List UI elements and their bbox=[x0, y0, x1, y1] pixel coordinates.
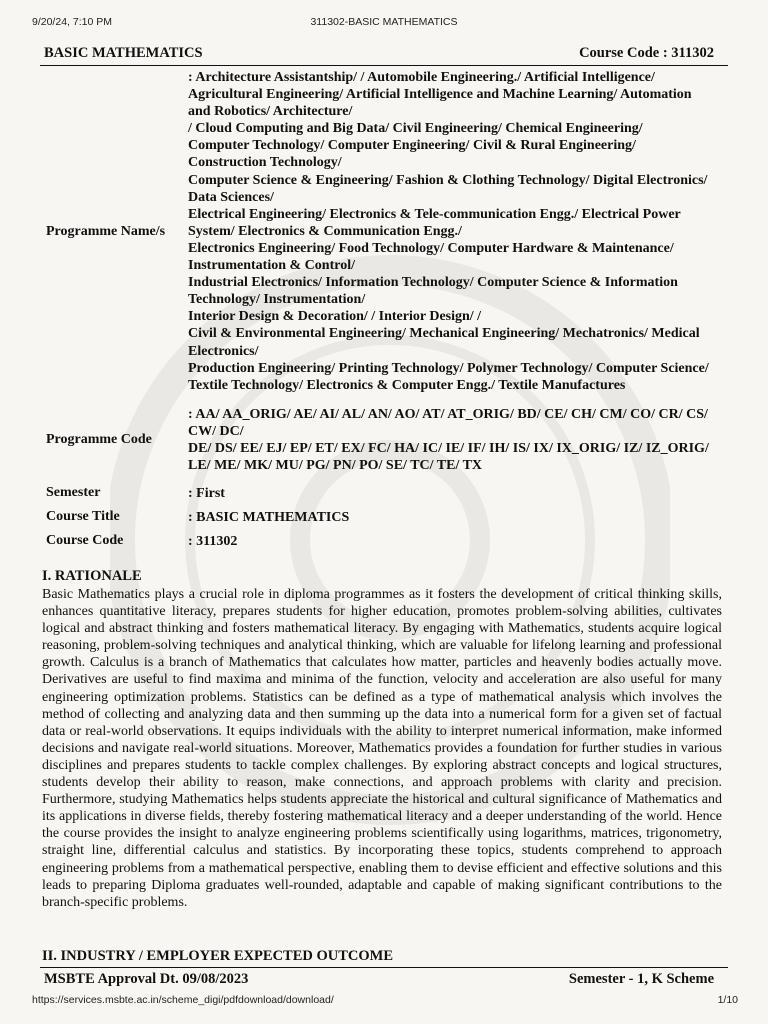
programme-name-line: Civil & Environmental Engineering/ Mechanical Engineering/ Mechatronics/ Medical bbox=[188, 326, 700, 342]
course-code-row bbox=[40, 529, 730, 553]
programme-name-line: Industrial Electronics/ Information Technology/ Computer Science & Information bbox=[188, 275, 678, 291]
programme-code-line: LE/ ME/ MK/ MU/ PG/ PN/ PO/ SE/ TC/ TE/ TX bbox=[188, 458, 483, 474]
course-code-header: Course Code : 311302 bbox=[579, 45, 714, 61]
print-footer bbox=[0, 994, 768, 1010]
programme-name-line: Agricultural Engineering/ Artificial Intelligence and Machine Learning/ Automation bbox=[188, 87, 692, 103]
programme-name-line: Data Sciences/ bbox=[188, 189, 274, 205]
print-url: https://services.msbte.ac.in/scheme_digi/pdfdownload/download/ bbox=[32, 994, 334, 1006]
semester-row bbox=[40, 481, 730, 505]
programme-name-line: Instrumentation & Control/ bbox=[188, 258, 355, 274]
print-header bbox=[0, 16, 768, 32]
programme-code-label: Programme Code bbox=[46, 431, 152, 447]
course-title-label: Course Title bbox=[46, 509, 120, 525]
programme-code-line: DE/ DS/ EE/ EJ/ EP/ ET/ EX/ FC/ HA/ IC/ IE/ IF/ IH/ IS/ IX/ IX_ORIG/ IZ/ IZ_ORIG/ bbox=[188, 440, 709, 456]
programme-name-line: Technology/ Instrumentation/ bbox=[188, 292, 366, 308]
semester-value: : First bbox=[188, 485, 225, 501]
programme-name-line: Computer Technology/ Computer Engineering/ Civil & Rural Engineering/ bbox=[188, 138, 636, 154]
programme-code-line: : AA/ AA_ORIG/ AE/ AI/ AL/ AN/ AO/ AT/ AT_ORIG/ BD/ CE/ CH/ CM/ CO/ CR/ CS/ bbox=[188, 406, 708, 422]
course-title-row bbox=[40, 505, 730, 529]
approval-date: MSBTE Approval Dt. 09/08/2023 bbox=[44, 971, 249, 987]
programme-names-value bbox=[188, 66, 730, 399]
programme-code-value bbox=[188, 399, 730, 481]
semester-label: Semester bbox=[46, 485, 101, 501]
programme-name-line: : Architecture Assistantship/ / Automobile Engineering./ Artificial Intelligence/ bbox=[188, 70, 655, 85]
programme-name-line: Electronics/ bbox=[188, 343, 259, 359]
programme-name-line: / Cloud Computing and Big Data/ Civil Engineering/ Chemical Engineering/ bbox=[188, 121, 643, 137]
programme-code-row bbox=[40, 399, 730, 481]
course-info-table bbox=[40, 66, 730, 553]
programme-name-line: Electronics Engineering/ Food Technology/ Computer Hardware & Maintenance/ bbox=[188, 240, 674, 256]
programme-code-line: CW/ DC/ bbox=[188, 423, 244, 439]
page-number: 1/10 bbox=[717, 994, 738, 1006]
print-datetime: 9/20/24, 7:10 PM bbox=[32, 16, 112, 28]
programme-name-line: Interior Design & Decoration/ / Interior Design/ / bbox=[188, 309, 482, 325]
document-header bbox=[40, 45, 728, 66]
programme-name-line: Production Engineering/ Printing Technology/ Polymer Technology/ Computer Science/ bbox=[188, 360, 709, 376]
rationale-heading: I. RATIONALE bbox=[42, 568, 142, 584]
course-code-label: Course Code bbox=[46, 533, 124, 549]
course-code-value: : 311302 bbox=[188, 533, 238, 549]
industry-outcome-heading: II. INDUSTRY / EMPLOYER EXPECTED OUTCOME bbox=[42, 948, 394, 964]
programme-names-label: Programme Name/s bbox=[46, 224, 166, 240]
print-doc-title: 311302-BASIC MATHEMATICS bbox=[310, 16, 458, 28]
programme-names-row bbox=[40, 66, 730, 399]
rationale-paragraph: Basic Mathematics plays a crucial role in diploma programmes as it fosters the development of critical thinking skills, enhances quantitative literacy, prepares students for higher education, promotes problem-solving abilities, cultivates logical and abstract thinking and fosters mathematical literacy. By engaging with Mathematics, students acquire logical reasoning, problem-solving techniques and analytical thinking, which are valuable for lifelong learning and professional growth. Calculus is a branch of Mathematics that calculates how matter, particles and heavenly bodies actually move. Derivatives are useful to find maxima and minima of the function, velocity and acceleration are also useful for many engineering optimization problems. Statistics can be defined as a type of mathematical analysis which involves the method of collecting and analyzing data and then summing up the data into a numerical form for a given set of factual data or real-world observations. It equips individuals with the ability to interpret numerical information, make informed decisions and navigate real-world situations. Moreover, Mathematics provides a foundation for further studies in various disciplines and prepares students to tackle complex challenges. By exploring abstract concepts and logical structures, students develop their ability to reason, make connections, and approach problems with clarity and precision. Furthermore, studying Mathematics helps students appreciate the historical and cultural significance of Mathematics and its applications in diverse fields, thereby fostering mathematical literacy and a deeper understanding of the world. Hence the course provides the insight to analyze engineering problems scientifically using logarithms, matrices, trigonometry, straight line, differential calculus and statistics. By incorporating these topics, students comprehend to approach engineering problems from a mathematical perspective, enabling them to devise efficient and effective solutions and this leads to preparing Diploma graduates well-rounded, adaptable and capable of making significant contributions to the branch-specific problems. bbox=[42, 587, 722, 910]
programme-name-line: Textile Technology/ Electronics & Computer Engg./ Textile Manufactures bbox=[188, 377, 626, 393]
subject-title: BASIC MATHEMATICS bbox=[44, 45, 203, 61]
programme-name-line: and Robotics/ Architecture/ bbox=[188, 104, 353, 120]
programme-name-line: Electrical Engineering/ Electronics & Tele-communication Engg./ Electrical Power bbox=[188, 206, 681, 222]
document-footer bbox=[40, 967, 728, 988]
programme-name-line: Construction Technology/ bbox=[188, 155, 342, 171]
programme-name-line: System/ Electronics & Communication Engg./ bbox=[188, 223, 462, 239]
semester-scheme: Semester - 1, K Scheme bbox=[568, 971, 714, 987]
programme-name-line: Computer Science & Engineering/ Fashion & Clothing Technology/ Digital Electronics/ bbox=[188, 172, 708, 188]
course-title-value: : BASIC MATHEMATICS bbox=[188, 509, 350, 525]
